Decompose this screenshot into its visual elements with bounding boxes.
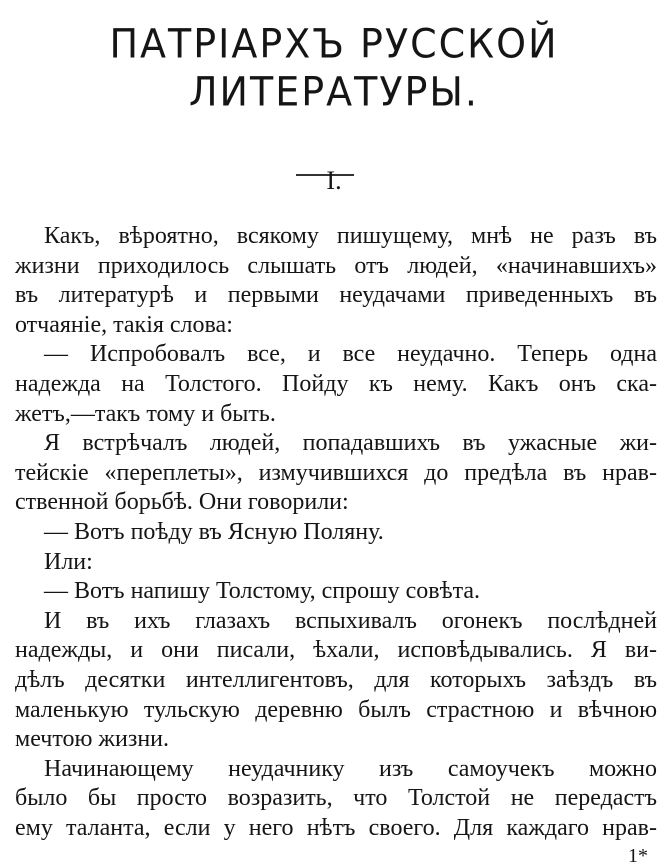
text-line: ственной борьбѣ. Они говорили: <box>15 489 349 516</box>
text-line: жетъ,—такъ тому и быть. <box>15 400 276 427</box>
page-title-line-2: ЛИТЕРАТУРЫ. <box>188 68 480 116</box>
text-line: надежда на Толстого. Пойду къ нему. Какъ онъ ска- <box>15 370 657 397</box>
text-line: отчаяніе, такія слова: <box>15 311 233 338</box>
paragraph <box>15 607 657 755</box>
paragraph <box>15 222 657 340</box>
text-line: жизни приходилось слышать отъ людей, «начинавшихъ» <box>15 252 657 279</box>
text-line: Я встрѣчалъ людей, попадавшихъ въ ужасные жи- <box>44 430 657 457</box>
text-line: И въ ихъ глазахъ вспыхивалъ огонекъ послѣдней <box>44 607 657 634</box>
text-line: надежды, и они писали, ѣхали, исповѣдывались. Я ви- <box>15 637 657 664</box>
text-line: Начинающему неудачнику изъ самоучекъ можно <box>44 755 657 782</box>
page-title-line-1: ПАТРІАРХЪ РУССКОЙ <box>109 20 559 68</box>
text-line: въ литературѣ и первыми неудачами приведенныхъ въ <box>15 282 657 309</box>
body-text <box>15 222 657 843</box>
text-line: — Испробовалъ все, и все неудачно. Теперь одна <box>44 341 657 368</box>
text-line: Какъ, вѣроятно, всякому пишущему, мнѣ не разъ въ <box>44 223 657 249</box>
text-line: маленькую тульскую деревню былъ страстною и вѣчною <box>15 696 657 723</box>
text-line: ему таланта, если у него нѣтъ своего. Для каждаго нрав- <box>15 814 657 841</box>
text-line: — Вотъ напишу Толстому, спрошу совѣта. <box>44 578 481 605</box>
signature-mark: 1* <box>628 845 648 867</box>
paragraph <box>15 577 657 607</box>
paragraph <box>15 755 657 844</box>
text-line: было бы просто возразить, что Толстой не передастъ <box>15 785 657 812</box>
text-line: — Вотъ поѣду въ Ясную Поляну. <box>44 518 384 545</box>
text-line: дѣлъ десятки интеллигентовъ, для которыхъ заѣздъ въ <box>15 666 657 693</box>
chapter-number: I. <box>326 166 342 195</box>
text-line: тейскіе «переплеты», измучившихся до предѣла въ нрав- <box>15 459 657 486</box>
text-line: Или: <box>44 548 93 575</box>
paragraph <box>15 518 657 548</box>
paragraph <box>15 340 657 429</box>
text-line: мечтою жизни. <box>15 726 170 753</box>
paragraph <box>15 548 657 578</box>
paragraph <box>15 429 657 518</box>
